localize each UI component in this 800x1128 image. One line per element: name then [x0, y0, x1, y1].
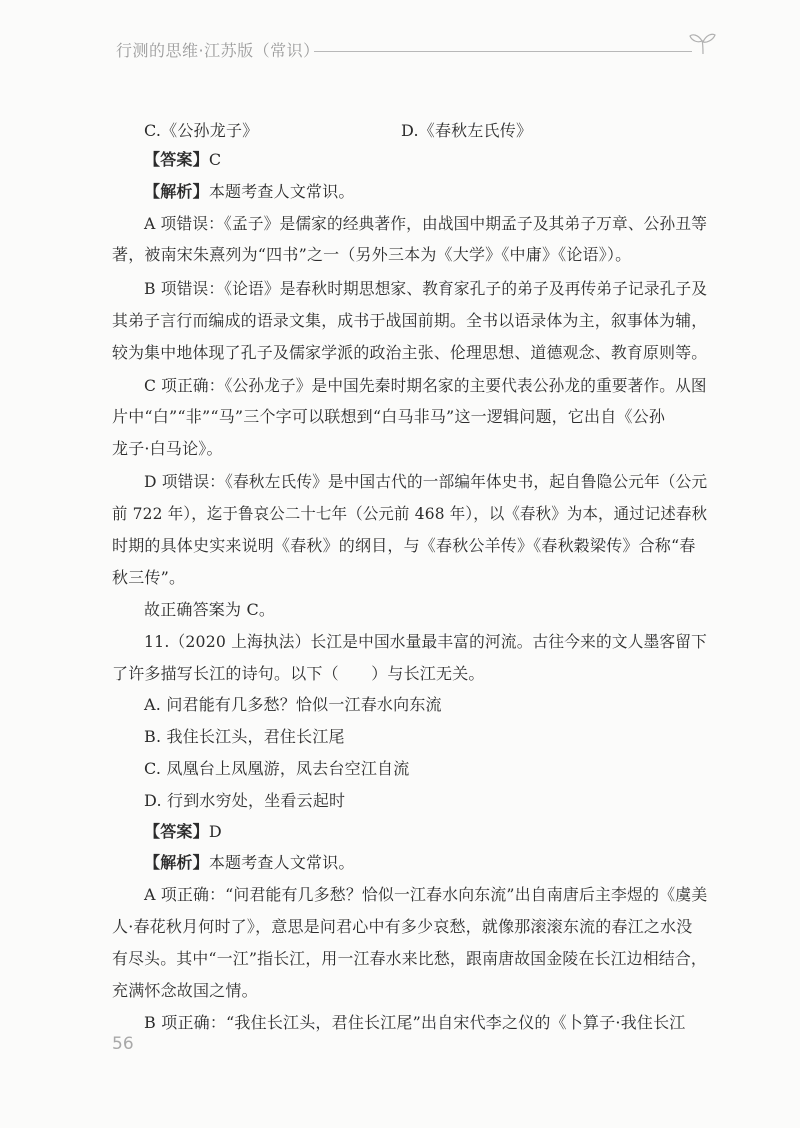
analysis-intro: 本题考查人文常识。 — [208, 853, 355, 872]
paragraph-line: A 项正确：“问君能有几多愁？恰似一江春水向东流”出自南唐后主李煜的《虞美 — [144, 885, 708, 904]
running-header — [116, 38, 716, 64]
paragraph-line: 较为集中地体现了孔子及儒家学派的政治主张、伦理思想、道德观念、教育原则等。 — [112, 343, 708, 362]
analysis-intro: 本题考查人文常识。 — [208, 182, 355, 201]
header-rule — [314, 51, 692, 52]
leaf-sprout-icon — [688, 30, 718, 56]
paragraph-line: 前 722 年），迄于鲁哀公二十七年（公元前 468 年），以《春秋》为本，通过记述春秋 — [112, 504, 708, 523]
paragraph-line: D 项错误：《春秋左氏传》是中国古代的一部编年体史书，起自鲁隐公元年（公元 — [144, 472, 708, 491]
paragraph-line: C 项正确：《公孙龙子》是中国先秦时期名家的主要代表公孙龙的重要著作。从图 — [144, 376, 707, 395]
paragraph-line: 时期的具体史实来说明《春秋》的纲目，与《春秋公羊传》《春秋穀梁传》合称“春 — [112, 536, 696, 555]
paragraph-line: 充满怀念故国之情。 — [112, 981, 258, 1000]
answer-label: 【答案】 — [144, 150, 209, 169]
answer-label: 【答案】 — [144, 822, 209, 841]
analysis-label: 【解析】 — [144, 853, 209, 872]
paragraph-line: 其弟子言行而编成的语录文集，成书于战国前期。全书以语录体为主，叙事体为辅， — [112, 311, 708, 330]
header-title: 行测的思维·江苏版（常识） — [116, 41, 320, 60]
option-item: C. 凤凰台上凤凰游，凤去台空江自流 — [144, 759, 410, 778]
paragraph-line: 龙子·白马论》。 — [112, 439, 223, 458]
option-item: A. 问君能有几多愁？恰似一江春水向东流 — [144, 695, 442, 714]
answer-line — [144, 822, 222, 842]
paragraph-line: 片中“白”“非”“马”三个字可以联想到“白马非马”这一逻辑问题，它出自《公孙 — [112, 407, 666, 426]
option-d: D.《春秋左氏传》 — [401, 121, 533, 140]
question-stem: 了许多描写长江的诗句。以下（ ）与长江无关。 — [112, 664, 485, 683]
paragraph-line: 有尽头。其中“一江”指长江，用一江春水来比愁，跟南唐故国金陵在长江边相结合， — [112, 949, 707, 968]
paragraph-line: B 项正确：“我住长江头，君住长江尾”出自宋代李之仪的《卜算子·我住长江 — [144, 1013, 686, 1032]
analysis-line — [144, 182, 355, 202]
paragraph-line: 著，被南宋朱熹列为“四书”之一（另外三本为《大学》《中庸》《论语》）。 — [112, 245, 632, 264]
page-number: 56 — [112, 1034, 134, 1054]
paragraph-line: A 项错误：《孟子》是儒家的经典著作，由战国中期孟子及其弟子万章、公孙丑等 — [144, 214, 708, 233]
paragraph-line: B 项错误：《论语》是春秋时期思想家、教育家孔子的弟子及再传弟子记录孔子及 — [144, 279, 708, 298]
option-item: D. 行到水穷处，坐看云起时 — [144, 791, 346, 810]
answer-line — [144, 150, 221, 170]
paragraph-line: 人·春花秋月何时了》，意思是问君心中有多少哀愁，就像那滚滚东流的春江之水没 — [112, 917, 693, 936]
option-item: B. 我住长江头，君住长江尾 — [144, 727, 345, 746]
conclusion-line: 故正确答案为 C。 — [144, 600, 276, 619]
answer-value: C — [208, 150, 222, 169]
paragraph-line: 秋三传”。 — [112, 568, 186, 587]
analysis-label: 【解析】 — [144, 182, 209, 201]
analysis-line — [144, 853, 355, 873]
option-c: C.《公孙龙子》 — [144, 121, 259, 140]
question-stem: 11.（2020 上海执法）长江是中国水量最丰富的河流。古往今来的文人墨客留下 — [144, 632, 708, 651]
answer-value: D — [208, 822, 222, 841]
